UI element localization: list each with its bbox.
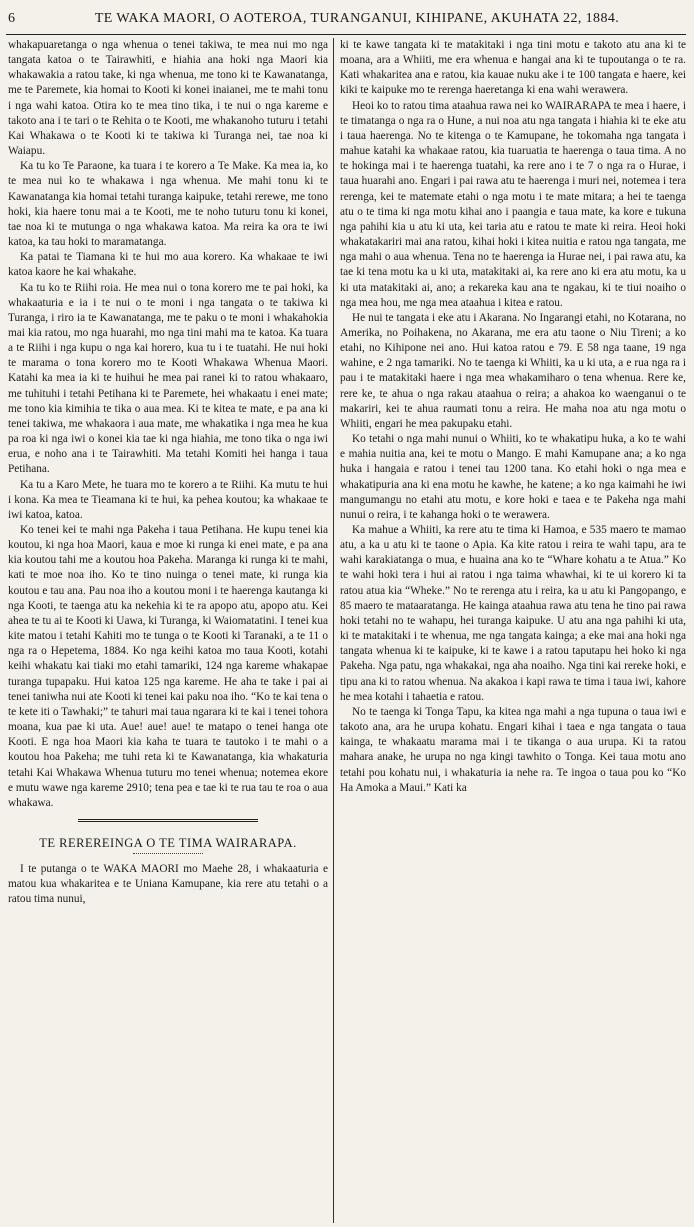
header-rule [6, 34, 686, 35]
article-paragraph: Heoi ko to ratou tima ataahua rawa nei ko WAIRARAPA te mea i haere, i te timatanga o nga ra o Hune, a nui noa atu nga tangata i hiahia ki te eke atu i taua haerenga. No te kitenga o te Kamupane, he tokomaha nga tangata i mahue katahi ka whakaae ratou, kia tuaruatia te haerenga o taua tima. A no te hokinga mai i te haerenga tuatahi, ka rere ano i te 7 o nga ra o Hurae, i taua huarahi ano. Engari i pai rawa atu te haerenga i muri nei, notemea i tera rerenga, kei te matemate etahi o nga motu i te mate mitara; a hei te taenga atu o te tima ki nga motu kihai ano i paangia e taua mate, ka kore e tukuna nga pahihi kia u atu ki uta, kei taria atu e ratou te mate ki reira. Heoi hoki whakatakariri mai ana ratou, kihai hoki i kitea nuitia e ratou nga tangata, me nga mahi o aua whenua. Tena no te haerenga ia Hurae nei, i pai rawa atu, ka tae ki tena motu ka u ki uta, matakitaki ai, ka rere ano ki era atu motu, ka u ki uta matakitaki ai, ano; a rekareka kau ana te ngakau, ki te tiui noaiho o nga mea hou, me nga mea ataahua i kitea e ratou. [340, 99, 686, 309]
left-column [8, 38, 328, 1221]
right-column [340, 38, 686, 1221]
article-paragraph: ki te kawe tangata ki te matakitaki i nga tini motu e takoto atu ana ki te moana, ara a Whiiti, me era whenua e hangai ana ki te tupoutanga o te ra. Kati whakaritea ana e ratou, kia kauae nuku ake i te 100 tangata e haere, kei kiki te kaipuke mo te rerenga haeretanga ki ena wahi werawera. [340, 39, 686, 97]
article-paragraph: I te putanga o te WAKA MAORI mo Maehe 28, i whakaaturia e matou kua whakaritea e te Uniana Kamupane, kia rere atu tetahi o a ratou tima nunui, [8, 863, 328, 906]
article-paragraph: Ka mahue a Whiiti, ka rere atu te tima ki Hamoa, e 535 maero te mamao atu, a ka u atu ki te taone o Apia. Ka kite ratou i reira te wahi tapu, ara te wahi karakiatanga o mua, e huaina ana ko te “Whare kohatu a te Atua.” Ko te wahi hoki tera i hui ai ratou i nga taima whawhai, ki te ui korero ki ta ratou atua kia “Wheke.” No te rerenga atu i reira, ka u atu ki Pangopango, e 85 maero te mataaratanga. He kainga ataahua rawa atu tena he tino pai rawa hoki tetahi no te wahapu, hei turanga kaipuke. U atu ana nga pahihi ki uta, ki te matakitaki i te whenua, me nga tangata kainga; a eke mai ana hoki nga tangata whenua ki te kaipuke, ki te kawe i a ratou taputapu hei hoko ki nga Pakeha. Nga patu, nga whakakai, nga aha noaiho. Nga tini kai rereke hoki, e tipu ana ki to ratou whenua. Na akakoa i kapi rawa te tima i taua iwi, kahore he mea kotahi i tahaetia e ratou. [340, 524, 686, 703]
article-paragraph: Ko tetahi o nga mahi nunui o Whiiti, ko te whakatipu huka, a ko te wahi e mahia nuitia ana, kei te motu o Mango. E mahi Kamupane ana; a ko nga huka i hangaia e ratou i tenei tau 1200 tana. Ko etahi hoki o nga mea e whakatipuria ana ki ena motu he kawhe, he katene; a ko nga kaimahi he iwi mangumangu no etahi atu motu, e kore hoki e taea e te Pakeha nga mahi nunui o reira, i te kahanga hoki o te werawera. [340, 433, 686, 521]
section-separator [78, 819, 258, 822]
article-paragraph: whakapuaretanga o nga whenua o tenei takiwa, te mea nui mo nga tangata katoa o te Tairawhiti, e hiahia ana hoki nga Maori kia whakawakia a ratou take, ki nga whenua, me tono ki te Kawanatanga, me te Paremete, kia homai to Kooti ki konei inaianei, me te mahi tonu i nga wahi katoa. Otira ko te mea tino tika, i te nui o nga kareme e takoto ana i te tari o te Rehita o te Kooti, me whakanoho tuturu i tetahi Kai Whakawa o te Kooti ki te takiwa ki Turanga nei, tae noa ki Waiapu. [8, 39, 328, 158]
title-ornament [133, 853, 203, 854]
section-title: TE REREREINGA O TE TIMA WAIRARAPA. [39, 835, 297, 850]
article-paragraph: Ka tu ko Te Paraone, ka tuara i te korero a Te Make. Ka mea ia, ko te mea nui ko te whakawa i nga whenua. Me mahi tonu ki te Kawanatanga kia homai tetahi turanga kaipuke, tetahi rerewe, me tono hoki, kia haere tonu mai a te Kooti, me te noho tuturu tonu ki konei, tae noa ki te mutunga o nga whakawa katoa. Ma reira ka ora te iwi katoa, ka tau hoki to maramatanga. [8, 160, 328, 249]
newspaper-masthead: TE WAKA MAORI, O AOTEROA, TURANGANUI, KIHIPANE, AKUHATA 22, 1884. [94, 11, 620, 26]
article-paragraph: He nui te tangata i eke atu i Akarana. No Ingarangi etahi, no Kotarana, no Amerika, no Poihakena, no Akarana, me era atu taone o Niu Tireni; a ko etahi, no Kihipone nei ano. Hui katoa ratou e 79. E 58 nga taane, 19 nga wahine, e 2 nga tamariki. No te taenga ki Whiiti, ka u ki uta, a e rua nga ra i pau i te matakitaki haere i nga mea whakamiharo o tena whenua. Rere ke, rere ke, te ahua o nga rakau ataahua o reira; a ahakoa ko waenganui o te makariri, kei te ahua raumati tonu a reira. He maha noa atu nga motu o Whiiti, engari he mea pakupaku etahi. [340, 311, 686, 430]
article-paragraph: Ka tu a Karo Mete, he tuara mo te korero a te Riihi. Ka mutu te hui i kona. Ka mea te Tieamana ki te hui, ka pehea koutou; ka whakaae te iwi katoa, katoa. [8, 478, 328, 521]
article-paragraph: No te taenga ki Tonga Tapu, ka kitea nga mahi a nga tupuna o taua iwi e takoto ana, ara he urupa kohatu. Engari kihai i taea e nga tangata o taua kainga, te whakaatu marama mai i te tikanga o aua urupa. Ki ta ratou mahara anake, he urupa no nga kingi tawhito o Tonga. Kei taua motu ano tetahi pou kohatu nui, i whakaturia ia nehe ra. Te ingoa o taua pou ko “Ko Ha Amoka a Maui.” Kati ka [340, 705, 686, 794]
article-paragraph: Ka patai te Tiamana ki te hui mo aua korero. Ka whakaae te iwi katoa kaore he kai whakahe. [8, 251, 328, 279]
article-paragraph: Ka tu ko te Riihi roia. He mea nui o tona korero me te pai hoki, ka whakaaturia e ia i te nui o te moni i nga tangata o te takiwa ki Turanga, i riro ia te Kawanatanga, me te paku o te moni i whakahokia mai kia ratou, mo nga huarahi, mo nga tini mahi ma te katoa. Ka tuara a te Riihi i nga kupu o nga kai horero, kua tu i te tuatahi. He nui hoki te marama o tona korero mo te Kooti Whakawa Whenua Maori. Katahi ka mea ia ki te huihui he mea pai ranei ki to ratou whakaaro, me tuhituhi i tetahi Petihana ki te Paremete, hei whakaatu i enei mate; me tono kia kimihia te tika o aua mea. Ki te kitea te mate, e pa ana ki tenei takiwa, me whakaora i aua mate, me whakatika i nga mea he kua pa roa ki nga iwi o konei kia tae ki nga hiahia, me tono tika o nga iwi erua, e noho ana i te Tairawhiti. Ma tetahi Komiti hei hanga i taua Petihana. [8, 281, 328, 476]
column-divider [333, 38, 334, 1223]
article-paragraph: Ko tenei kei te mahi nga Pakeha i taua Petihana. He kupu tenei kia koutou, ki nga hoa Maori, kaua e moe ki runga ki enei mate, e pa ana kia koutou tahi me a koutou hoa Pakeha. Maranga ki runga ki te mahi, kati te moe noa iho. Ko te tino nuinga o tenei mate, ki runga kia koutou e tau ana. Pau noa iho a koutou moni i te haerenga kautanga ki nga Kooti, te taenga atu ka nekehia ki te ra apopo atu, apopo atu. Kei ahea te tu ai te Kooti ki Uawa, ki Turanga, ki Waiomatatini. I tenei kua kite matou i tetahi Kahiti mo te tunga o te Kooti ki Taranaki, a te 11 o nga ra o Hepetema, 1884. Ko nga keihi katoa mo taua Kooti, kotahi keihi whakatu kai tiaki mo etahi tamariki, 124 nga kareme whakapae turanga tupapaku. Hui katoa 125 nga kareme. He aha te take i pai ai tenei taniwha nui ate Kooti ki tenei kai paku noa iho. “Ko te kai tena o te kete iti o Tawhaki;” te tahuri mai taua ngarara ki te kai i tenei tohora moana, kua pae ki uta. Aue! aue! aue! te matapo o tenei hanga ote Kooti. E nga hoa Maori kia kaha te tuara te tautoko i te mahi o a koutou hoa Pakeha; me tuhi reta ki te Kawanatanga, kia whakaturia tetahi Kai Whakawa Whenua tuturu mo tenei whenua; notemea ekore e mutu wawe nga kareme 2910; tena pea e tae ki te rua tau te roa o aua whakawa. [8, 524, 328, 809]
page-header [8, 6, 684, 32]
page-number: 6 [8, 11, 16, 26]
